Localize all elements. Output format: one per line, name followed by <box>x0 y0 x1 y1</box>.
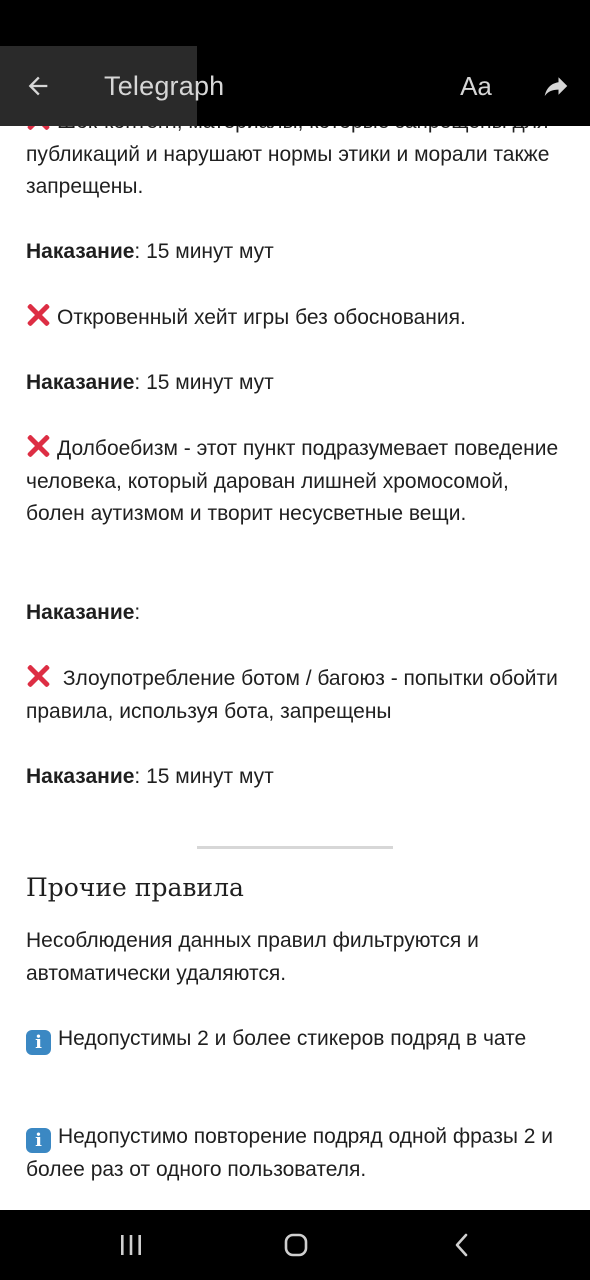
section-intro: Несоблюдения данных правил фильтруются и автоматически удаляются. <box>26 929 479 985</box>
rule-stupidity-text: Долбоебизм - этот пункт подразумевает поведение человека, который дарован лишней хромосомой, болен аутизмом и творит несусветные вещи. <box>26 437 559 525</box>
rule-game-hate-text: Откровенный хейт игры без обоснования. <box>57 306 466 329</box>
recent-apps-button[interactable] <box>101 1225 161 1265</box>
share-button[interactable] <box>534 64 578 108</box>
recent-apps-icon <box>118 1233 144 1257</box>
cross-mark-icon <box>26 434 50 458</box>
share-arrow-icon <box>541 71 571 101</box>
penalty-line <box>26 236 566 269</box>
section-divider <box>197 846 393 849</box>
penalty-value: : 15 минут мут <box>134 765 274 788</box>
rule-game-hate <box>26 302 566 335</box>
status-bar <box>0 0 590 46</box>
penalty-label: Наказание <box>26 601 135 624</box>
penalty-label: Наказание <box>26 240 135 263</box>
cross-mark-icon <box>26 303 50 327</box>
rule-stupidity <box>26 433 566 531</box>
home-icon <box>282 1231 310 1259</box>
info-rule-repeat-text: Недопустимо повторение подряд одной фразы 2 и более раз от одного пользователя. <box>26 1125 554 1181</box>
penalty-line <box>26 367 566 400</box>
rule-bot-abuse <box>26 663 566 728</box>
info-icon: i <box>26 1030 51 1055</box>
app-bar <box>0 46 590 126</box>
arrow-back-icon <box>24 72 52 100</box>
back-button[interactable] <box>16 64 60 108</box>
cross-mark-icon <box>26 664 50 688</box>
penalty-label: Наказание <box>26 371 135 394</box>
penalty-value: : <box>134 601 141 624</box>
nav-back-button[interactable] <box>432 1225 492 1265</box>
section-heading: Прочие правила <box>26 873 244 902</box>
app-title: Telegraph <box>104 71 225 101</box>
info-rule-repeat <box>26 1121 566 1186</box>
penalty-line <box>26 761 566 794</box>
penalty-value: : 15 минут мут <box>134 240 274 263</box>
rule-shock-content-text: публикаций и нарушают нормы этики и морали также запрещены. <box>26 142 550 198</box>
info-icon: i <box>26 1128 51 1153</box>
home-button[interactable] <box>266 1225 326 1265</box>
nav-back-icon <box>450 1231 474 1259</box>
info-rule-stickers <box>26 1023 566 1056</box>
penalty-line <box>26 597 566 630</box>
penalty-value: : 15 минут мут <box>134 371 274 394</box>
system-navigation-bar <box>0 1210 590 1280</box>
info-rule-stickers-text: Недопустимы 2 и более стикеров подряд в чате <box>58 1027 527 1050</box>
font-size-button[interactable]: Aa <box>460 71 492 101</box>
rule-bot-abuse-text: Злоупотребление ботом / багоюз - попытки обойти правила, используя бота, запрещены <box>26 667 558 723</box>
penalty-label: Наказание <box>26 765 135 788</box>
